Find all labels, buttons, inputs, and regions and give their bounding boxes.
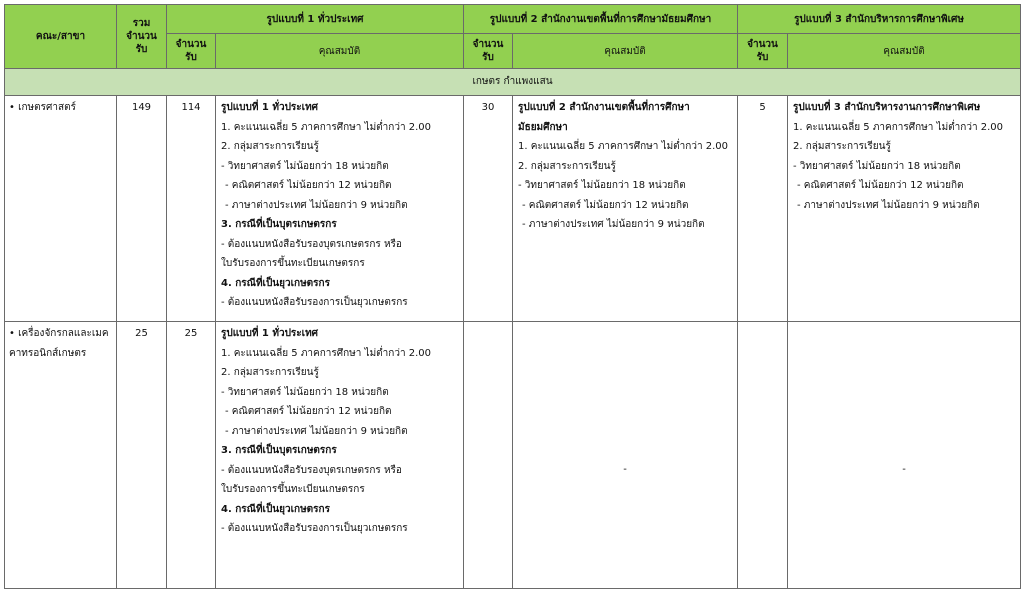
header-m3-qualification: คุณสมบัติ (788, 34, 1021, 69)
m1-count: 25 (167, 322, 216, 589)
m1-line: - คณิตศาสตร์ ไม่น้อยกว่า 12 หน่วยกิต (225, 180, 392, 191)
m2-line: - ภาษาต่างประเทศ ไม่น้อยกว่า 9 หน่วยกิต (522, 219, 705, 230)
header-m2-count: จำนวน รับ (464, 34, 513, 69)
m1-line: - ต้องแนบหนังสือรับรองการเป็นยุวเกษตรกร (221, 523, 408, 534)
major-name: • เครื่องจักรกลและเมคคาทรอนิกส์เกษตร (5, 322, 117, 589)
m1-line: - วิทยาศาสตร์ ไม่น้อยกว่า 18 หน่วยกิต (221, 386, 389, 398)
m2-line: - คณิตศาสตร์ ไม่น้อยกว่า 12 หน่วยกิต (522, 199, 689, 211)
m2-empty-dash: - (513, 322, 738, 589)
m1-line: ใบรับรองการขึ้นทะเบียนเกษตรกร (221, 258, 365, 269)
m1-count: 114 (167, 96, 216, 322)
table-row (5, 322, 1021, 589)
m2-line: 2. กลุ่มสาระการเรียนรู้ (518, 160, 616, 172)
header-model3: รูปแบบที่ 3 สำนักบริหารการศึกษาพิเศษ (738, 5, 1021, 34)
m3-line: - คณิตศาสตร์ ไม่น้อยกว่า 12 หน่วยกิต (797, 180, 964, 191)
m1-line: ใบรับรองการขึ้นทะเบียนเกษตรกร (221, 484, 365, 495)
m1-line: - ภาษาต่างประเทศ ไม่น้อยกว่า 9 หน่วยกิต (225, 425, 408, 437)
m3-qualification (788, 96, 1021, 322)
m1-line: 2. กลุ่มสาระการเรียนรู้ (221, 367, 319, 378)
m3-count-empty (738, 322, 788, 589)
m3-line: 2. กลุ่มสาระการเรียนรู้ (793, 141, 891, 152)
m1-qualification (216, 322, 464, 589)
m2-count-empty (464, 322, 513, 589)
m3-line: - วิทยาศาสตร์ ไม่น้อยกว่า 18 หน่วยกิต (793, 160, 961, 172)
m2-count: 30 (464, 96, 513, 322)
m1-heading: 4. กรณีที่เป็นยุวเกษตรกร (221, 277, 330, 289)
campus-band: เกษตร กำแพงแสน (5, 69, 1021, 96)
total-count: 25 (117, 322, 167, 589)
m3-line: - ภาษาต่างประเทศ ไม่น้อยกว่า 9 หน่วยกิต (797, 199, 980, 211)
m3-line: 1. คะแนนเฉลี่ย 5 ภาคการศึกษา ไม่ต่ำกว่า 2.00 (793, 121, 1004, 133)
header-m3-count: จำนวน รับ (738, 34, 788, 69)
header-faculty: คณะ/สาขา (5, 5, 117, 69)
header-model2: รูปแบบที่ 2 สำนักงานเขตพื้นที่การศึกษามัธยมศึกษา (464, 5, 738, 34)
header-m2-qualification: คุณสมบัติ (513, 34, 738, 69)
m1-line: - ต้องแนบหนังสือรับรองบุตรเกษตรกร หรือ (221, 238, 402, 250)
header-row-1 (5, 5, 1021, 34)
m1-line: - ภาษาต่างประเทศ ไม่น้อยกว่า 9 หน่วยกิต (225, 199, 408, 211)
m2-line: 1. คะแนนเฉลี่ย 5 ภาคการศึกษา ไม่ต่ำกว่า 2.00 (518, 141, 729, 152)
m3-title: รูปแบบที่ 3 สำนักบริหารงานการศึกษาพิเศษ (793, 102, 981, 113)
m3-count: 5 (738, 96, 788, 322)
campus-band-row (5, 69, 1021, 96)
m2-title: รูปแบบที่ 2 สำนักงานเขตพื้นที่การศึกษามัธยมศึกษา (518, 102, 690, 133)
m1-line: 1. คะแนนเฉลี่ย 5 ภาคการศึกษา ไม่ต่ำกว่า 2.00 (221, 347, 432, 359)
m1-title: รูปแบบที่ 1 ทั่วประเทศ (221, 328, 319, 339)
header-total: รวม จำนวน รับ (117, 5, 167, 69)
m1-line: - คณิตศาสตร์ ไม่น้อยกว่า 12 หน่วยกิต (225, 406, 392, 417)
m1-line: - ต้องแนบหนังสือรับรองการเป็นยุวเกษตรกร (221, 297, 408, 308)
m2-line: - วิทยาศาสตร์ ไม่น้อยกว่า 18 หน่วยกิต (518, 180, 686, 191)
admission-table (4, 4, 1021, 589)
table-row (5, 96, 1021, 322)
m1-line: 1. คะแนนเฉลี่ย 5 ภาคการศึกษา ไม่ต่ำกว่า 2.00 (221, 121, 432, 133)
m1-line: - ต้องแนบหนังสือรับรองบุตรเกษตรกร หรือ (221, 464, 402, 476)
m1-heading: 3. กรณีที่เป็นบุตรเกษตรกร (221, 445, 337, 456)
major-name: • เกษตรศาสตร์ (5, 96, 117, 322)
m1-heading: 4. กรณีที่เป็นยุวเกษตรกร (221, 503, 330, 515)
m2-qualification (513, 96, 738, 322)
m1-qualification (216, 96, 464, 322)
header-m1-count: จำนวน รับ (167, 34, 216, 69)
header-m1-qualification: คุณสมบัติ (216, 34, 464, 69)
m3-empty-dash: - (788, 322, 1021, 589)
m1-line: 2. กลุ่มสาระการเรียนรู้ (221, 141, 319, 152)
header-model1: รูปแบบที่ 1 ทั่วประเทศ (167, 5, 464, 34)
m1-line: - วิทยาศาสตร์ ไม่น้อยกว่า 18 หน่วยกิต (221, 160, 389, 172)
m1-title: รูปแบบที่ 1 ทั่วประเทศ (221, 102, 319, 113)
total-count: 149 (117, 96, 167, 322)
m1-heading: 3. กรณีที่เป็นบุตรเกษตรกร (221, 219, 337, 230)
